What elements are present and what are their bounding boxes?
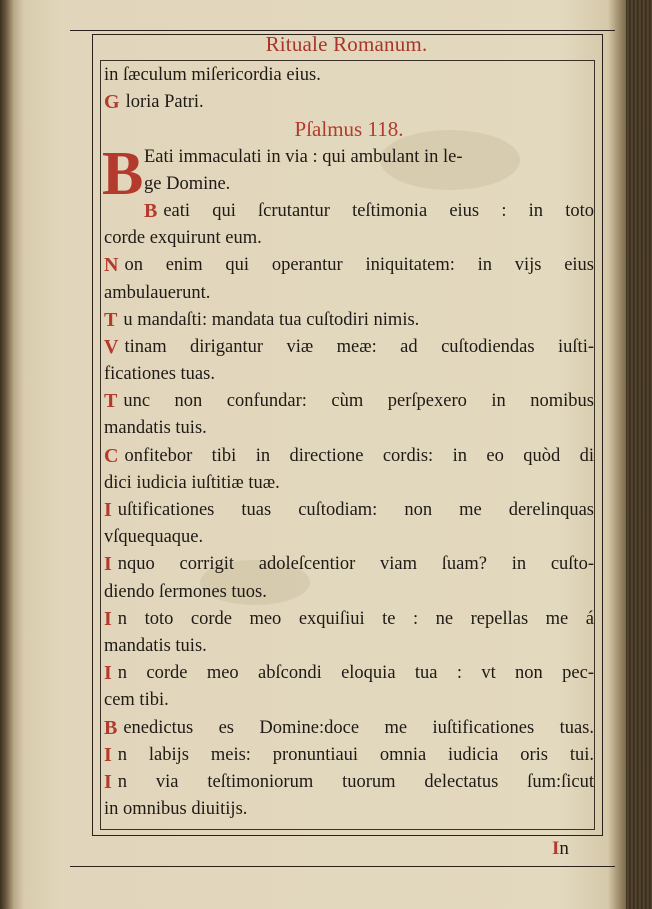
- line-text: eati qui ſcrutantur teſtimonia eius : in toto: [163, 200, 594, 221]
- line-text: corde exquirunt eum.: [104, 228, 262, 249]
- text-line: [104, 171, 594, 198]
- text-line: [104, 307, 594, 334]
- catchword: [552, 838, 569, 860]
- line-text: cem tibi.: [104, 690, 169, 711]
- verse-line-content: [104, 715, 594, 742]
- text-line: [104, 280, 594, 307]
- line-text: enedictus es Domine:doce me iuſtificationes tuas.: [123, 717, 594, 738]
- line-text: u mandaſti: mandata tua cuſtodiri nimis.: [123, 309, 420, 330]
- rubric-initial: V: [104, 335, 119, 358]
- text-line: [104, 415, 594, 442]
- text-line: [104, 361, 594, 388]
- rubric-initial: B: [144, 199, 158, 222]
- running-head: Rituale Romanum.: [265, 32, 428, 56]
- drop-cap-initial: B: [102, 139, 144, 208]
- verse-line-content: [144, 198, 594, 225]
- line-text: diendo ſermones tuos.: [104, 581, 267, 602]
- line-text: nquo corrigit adoleſcentior viam ſuam? in cuſto-: [117, 554, 594, 575]
- verse-line-content: [104, 524, 594, 551]
- text-line: [104, 579, 594, 606]
- verse-line-content: [104, 388, 594, 415]
- rubric-initial: I: [104, 770, 112, 793]
- verse-list: [104, 198, 594, 823]
- text-line: [104, 633, 594, 660]
- line-text: ambulauerunt.: [104, 282, 211, 303]
- line-text: n via teſtimoniorum tuorum delectatus ſum:ſicut: [117, 771, 594, 792]
- verse-line-content: [104, 443, 594, 470]
- book-page-edges: [626, 0, 652, 909]
- rubric-initial: T: [104, 390, 118, 413]
- text-line: [104, 62, 594, 89]
- catchword-initial: I: [552, 838, 560, 859]
- verse-line-content: [104, 497, 594, 524]
- verse-line-content: [104, 796, 594, 823]
- verse-line-content: [104, 334, 594, 361]
- line-text: n corde meo abſcondi eloquia tua : vt non pec-: [117, 663, 594, 684]
- line-text: ficationes tuas.: [104, 364, 215, 385]
- line-text: vſquequaque.: [104, 527, 204, 548]
- rubric-initial: I: [104, 662, 112, 685]
- text-line: [104, 497, 594, 524]
- text-line: [104, 198, 594, 225]
- text-line: [104, 687, 594, 714]
- rubric-initial: I: [104, 553, 112, 576]
- line-text: unc non confundar: cùm perſpexero in nomibus: [123, 391, 594, 412]
- verse-line-content: [104, 361, 594, 388]
- line-text: Eati immaculati in via : qui ambulant in le-: [144, 146, 463, 167]
- verse-line-content: [104, 252, 594, 279]
- verse-line-content: [104, 470, 594, 497]
- line-text: n toto corde meo exquiſiui te : ne repellas me á: [117, 608, 594, 629]
- rubric-initial: I: [104, 607, 112, 630]
- text-line: [104, 443, 594, 470]
- verse-line-content: [104, 606, 594, 633]
- verse-line-content: [104, 225, 594, 252]
- catchword-text: n: [559, 838, 569, 859]
- psalm-title: Pſalmus 118.: [294, 117, 404, 142]
- line-text: on enim qui operantur iniquitatem: in vijs eius: [124, 255, 594, 276]
- text-line: [104, 225, 594, 252]
- line-text: in ſæculum miſericordia eius.: [104, 65, 321, 85]
- line-text: n labijs meis: pronuntiaui omnia iudicia oris tui.: [117, 744, 594, 765]
- verse-line-content: [104, 742, 594, 769]
- verse-line-content: [104, 660, 594, 687]
- line-text: onfitebor tibi in directione cordis: in eo quòd di: [124, 445, 594, 466]
- line-text: mandatis tuis.: [104, 635, 207, 656]
- rubric-initial: T: [104, 308, 118, 331]
- text-line: [104, 742, 594, 769]
- verse-line-content: [104, 280, 594, 307]
- rubric-initial: G: [104, 91, 120, 114]
- text-line: [104, 769, 594, 796]
- rubric-initial: N: [104, 254, 119, 277]
- text-line: [104, 388, 594, 415]
- text-line: [104, 470, 594, 497]
- verse-line-content: [104, 687, 594, 714]
- verse-line-content: [104, 307, 594, 334]
- rubric-initial: C: [104, 444, 119, 467]
- text-line: [104, 660, 594, 687]
- verse-line-content: [104, 551, 594, 578]
- text-line: [104, 89, 594, 116]
- line-text: dici iudicia iuſtitiæ tuæ.: [104, 472, 280, 493]
- verse-line-content: [104, 769, 594, 796]
- verse-line-content: [104, 415, 594, 442]
- text-line: [104, 252, 594, 279]
- verse-line-content: [104, 633, 594, 660]
- line-text: mandatis tuis.: [104, 418, 207, 439]
- text-line: [104, 606, 594, 633]
- rubric-initial: I: [104, 743, 112, 766]
- line-text: loria Patri.: [125, 92, 204, 113]
- text-line: [104, 796, 594, 823]
- text-line: [104, 715, 594, 742]
- bottom-rule: [70, 866, 615, 867]
- verse-line-content: [104, 579, 594, 606]
- rubric-initial: B: [104, 716, 118, 739]
- line-text: in omnibus diuitijs.: [104, 799, 248, 820]
- page-body-text: [104, 62, 594, 823]
- line-text: ge Domine.: [144, 173, 231, 194]
- text-line: [104, 334, 594, 361]
- text-line: [104, 551, 594, 578]
- line-text: tinam dirigantur viæ meæ: ad cuſtodiendas iuſti-: [124, 336, 594, 357]
- rubric-initial: I: [104, 499, 112, 521]
- line-text: uſtificationes tuas cuſtodiam: non me derelinquas: [117, 500, 594, 520]
- text-line: [104, 524, 594, 551]
